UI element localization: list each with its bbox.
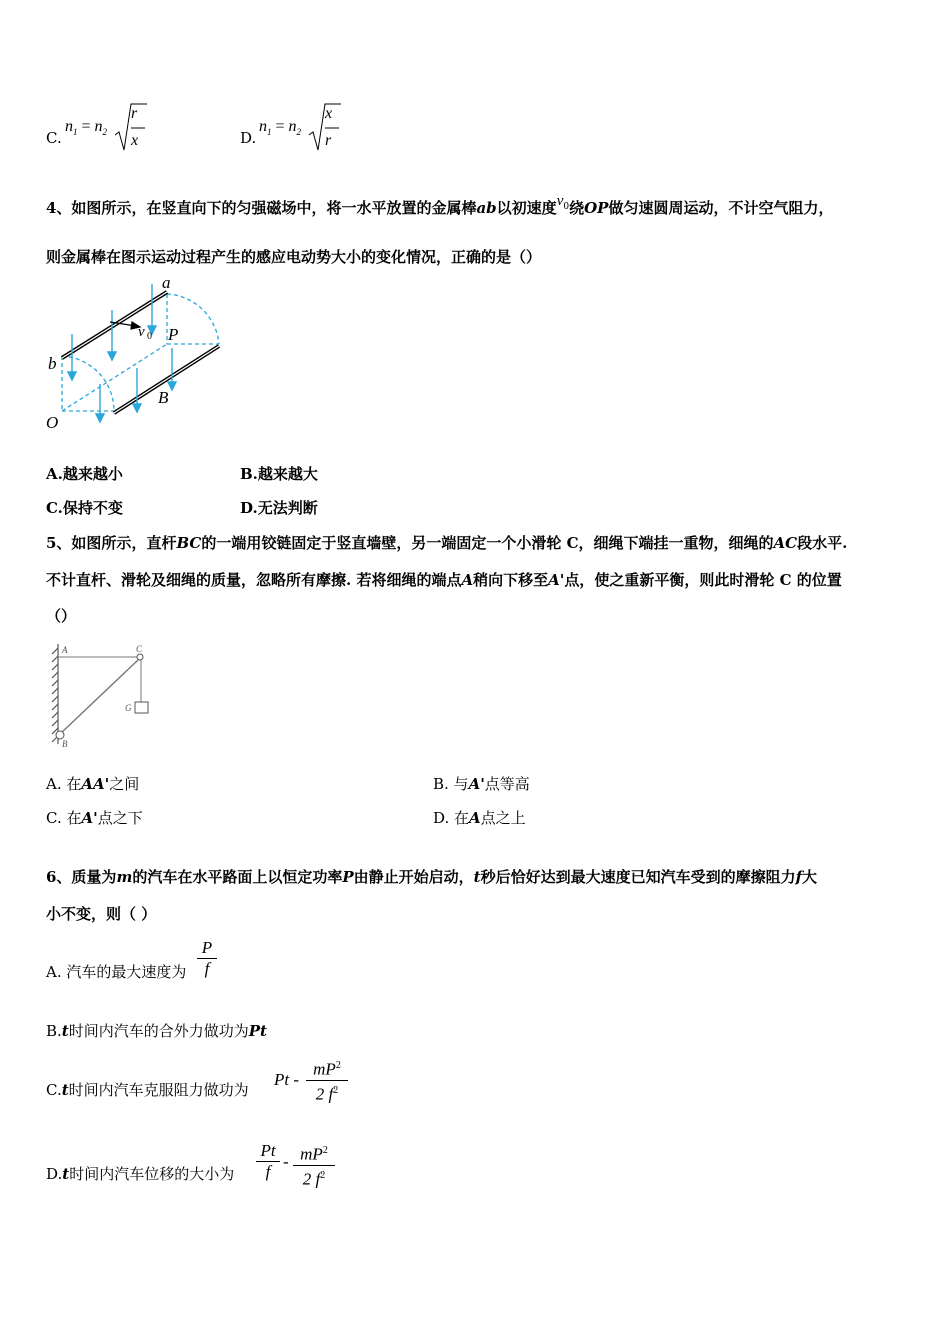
q6-option-a-text: A. 汽车的最大速度为 [46,963,187,981]
q5-option-a: A. 在AA'之间 [46,775,140,793]
q4-label-a: a [162,273,171,292]
q4-label-b: b [48,354,57,373]
q4-option-c: C.保持不变 [46,499,123,517]
q5-rod-bc [60,660,138,734]
q5-stem-line1: 5、如图所示，直杆BC的一端用铰链固定于竖直墙壁，另一端固定一个小滑轮 C，细绳下端挂一重物，细绳的AC段水平. [46,534,848,552]
q3-option-c-formula: $n_1 = n_2$ [65,118,108,138]
q5-label-C: C [136,644,143,654]
q5-hinge [56,731,64,739]
q6-option-a-fraction: P f [197,938,217,979]
q3-option-c-den: x [131,132,139,149]
q4-label-B: B [158,388,169,407]
q5-pulley [137,654,143,660]
q5-figure [44,640,164,752]
q6-option-d-minus: - [283,1152,289,1171]
q5-stem-line3: （） [46,607,77,625]
q6-stem-line1: 6、质量为m的汽车在水平路面上以恒定功率P由静止开始启动，t秒后恰好达到最大速度已知汽车受到的摩擦阻力f大 [46,868,818,886]
q5-label-A: A [62,645,68,655]
q3-option-d-num: x [325,105,333,122]
q4-label-v: v [138,324,145,340]
q4-option-d: D.无法判断 [240,499,318,517]
q6-option-d-text: D.t时间内汽车位移的大小为 [46,1165,235,1183]
q6-option-d-fraction1: Pt f [256,1141,280,1182]
q4-label-P: P [168,325,179,344]
q5-option-d: D. 在A点之上 [433,809,526,827]
q4-option-b: B.越来越大 [240,465,318,483]
q6-option-b: B.t时间内汽车的合外力做功为Pt [46,1022,267,1040]
q6-stem-line2: 小不变，则（ ） [46,905,157,923]
q6-option-c-text: C.t时间内汽车克服阻力做功为 [46,1081,249,1099]
q5-option-c: C. 在A'点之下 [46,809,143,827]
q6-option-c-term1: Pt - [274,1070,300,1089]
q3-option-d-den: r [325,132,332,149]
q4-stem-line1: 4、如图所示，在竖直向下的匀强磁场中，将一水平放置的金属棒ab以初速度$v_0$绕OP做匀速圆周运动，不计空气阻力， [46,193,834,217]
q5-weight [135,702,148,713]
q5-wall [52,644,58,744]
q3-option-c-num: r [131,105,138,122]
q4-option-a: A.越来越小 [46,465,123,483]
q6-option-d-fraction2: $mP^2$ 2 $f^2$ [293,1141,335,1189]
q3-option-d-formula: $n_1 = n_2$ [259,118,302,138]
q5-stem-line2: 不计直杆、滑轮及细绳的质量，忽略所有摩擦. 若将细绳的端点A稍向下移至A'点，使之重新平衡，则此时滑轮 C 的位置 [46,571,842,589]
q4-figure [44,272,226,432]
q5-label-B: B [62,739,68,749]
q4-label-O: O [46,413,59,432]
q3-option-d-label: D. [240,129,257,147]
q5-option-b: B. 与A'点等高 [433,775,530,793]
q4-label-v-sub: 0 [147,331,152,342]
q3-option-c-label: C. [46,129,62,147]
q6-option-c-fraction: $mP^2$ 2 $f^2$ [306,1056,348,1104]
q5-label-G: G [125,703,132,713]
q4-stem-line2: 则金属棒在图示运动过程产生的感应电动势大小的变化情况，正确的是（） [46,248,542,266]
